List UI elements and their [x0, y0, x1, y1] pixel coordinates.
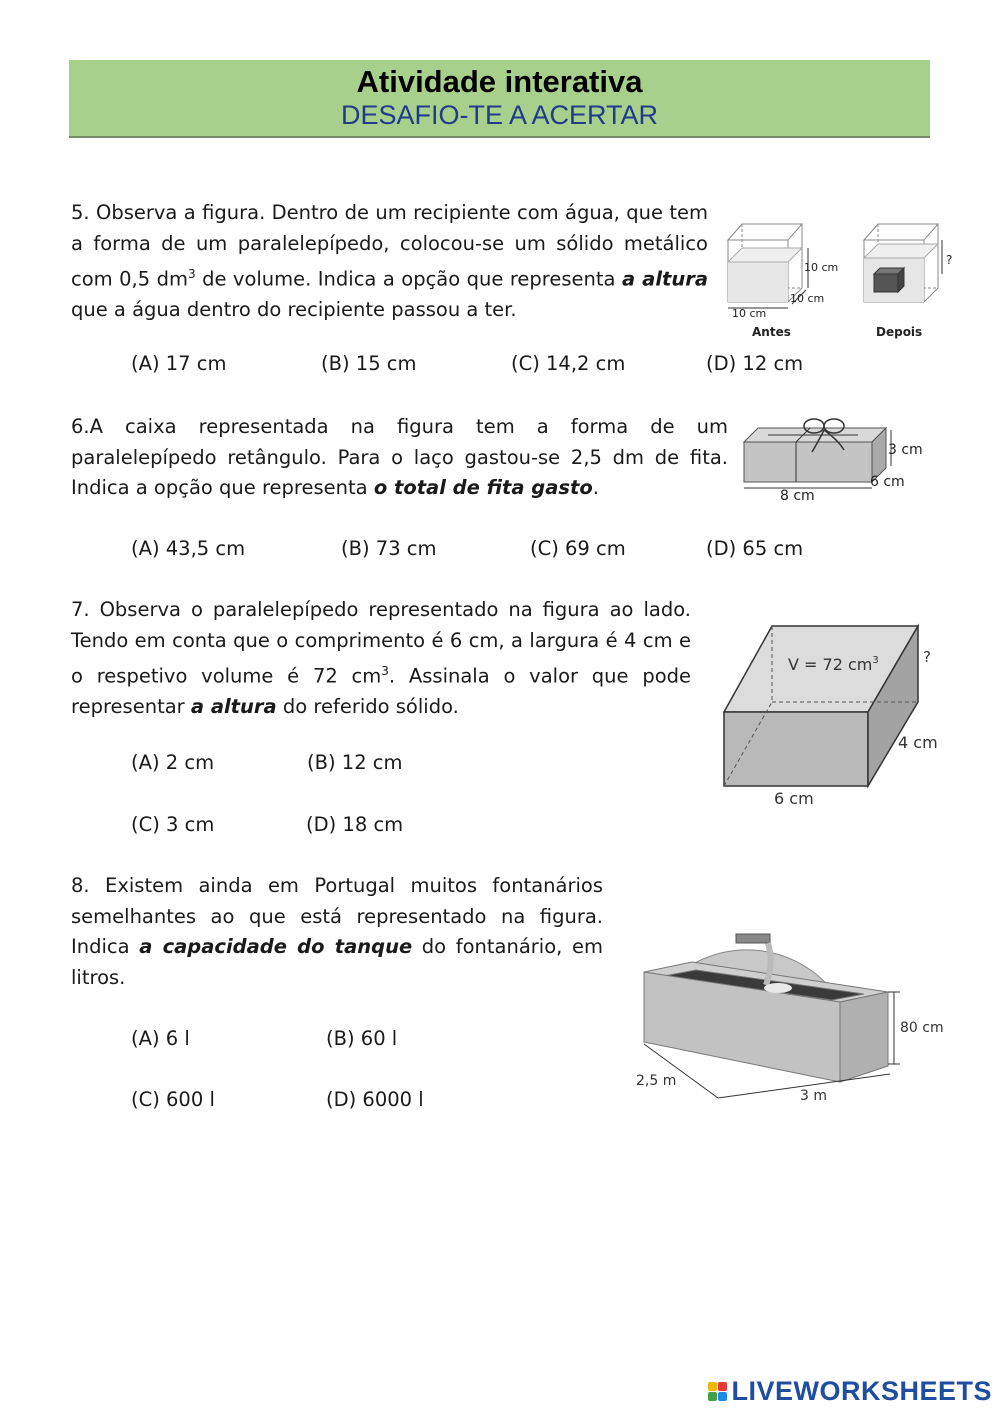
container-after-figure	[864, 224, 942, 302]
q7-option-d[interactable]: (D) 18 cm	[306, 813, 404, 836]
q5-fig-width-label: 10 cm	[732, 307, 767, 320]
page-subtitle: DESAFIO-TE A ACERTAR	[340, 100, 659, 130]
q7-fig-width-label: 4 cm	[898, 733, 938, 752]
question-5-figure	[718, 212, 958, 347]
q7-option-b[interactable]: (B) 12 cm	[307, 751, 403, 774]
q6-option-b[interactable]: (B) 73 cm	[341, 537, 437, 560]
question-6-figure	[738, 412, 938, 504]
question-5-emphasis: a altura	[621, 267, 708, 291]
q6-option-c[interactable]: (C) 69 cm	[530, 537, 626, 560]
page-title: Atividade interativa	[356, 64, 643, 99]
q5-fig-height-label: 10 cm	[804, 261, 839, 274]
q5-fig-unknown-label: ?	[946, 253, 953, 267]
q6-fig-height-label: 3 cm	[888, 442, 923, 458]
question-6-text: 6.A caixa representada na figura tem a forma de um paralelepípedo retângulo. Para o laço gastou-se 2,5 dm de fita. Indica a opção que representa o total de fita gasto.	[71, 415, 728, 499]
question-7-text: 7. Observa o paralelepípedo representado na figura ao lado. Tendo em conta que o comprimento é 6 cm, a largura é 4 cm e o respetivo volume é 72 $cm^3$. Assinala o valor que pode representar a altura do referido sólido.	[71, 598, 691, 718]
question-5-text: 5. Observa a figura. Dentro de um recipiente com água, que tem a forma de um paralelepípedo, colocou-se um sólido metálico com 0,5 $dm^3$ de volume. Indica a opção que representa a altura que a água dentro do recipiente passou a ter.	[71, 201, 708, 321]
gift-box	[744, 428, 886, 482]
q5-option-d[interactable]: (D) 12 cm	[706, 352, 804, 375]
q6-option-d[interactable]: (D) 65 cm	[706, 537, 804, 560]
prism-solid	[724, 626, 918, 786]
liveworksheets-brand: LIVEWORKSHEETS	[731, 1376, 992, 1406]
question-7-emphasis: a altura	[190, 695, 277, 718]
q7-fig-volume-label: V = 72 $cm^3$	[788, 655, 879, 674]
q7-option-a[interactable]: (A) 2 cm	[131, 751, 215, 774]
q5-fig-after-caption: Depois	[876, 325, 923, 339]
question-8-emphasis: a capacidade do tanque	[139, 935, 413, 958]
q5-fig-depth-label: 10 cm	[790, 292, 825, 305]
q8-option-a[interactable]: (A) 6 l	[131, 1027, 190, 1050]
q5-option-a[interactable]: (A) 17 cm	[131, 352, 227, 375]
q8-fig-height-label: 80 cm	[900, 1020, 944, 1036]
q5-option-b[interactable]: (B) 15 cm	[321, 352, 417, 375]
q8-option-c[interactable]: (C) 600 l	[131, 1088, 215, 1111]
q6-option-a[interactable]: (A) 43,5 cm	[131, 537, 246, 560]
question-6-emphasis: o total de fita gasto	[373, 476, 593, 499]
q5-option-c[interactable]: (C) 14,2 cm	[511, 352, 626, 375]
q8-option-d[interactable]: (D) 6000 l	[326, 1088, 424, 1111]
question-8-figure	[632, 892, 952, 1110]
q7-fig-unknown-label: ?	[923, 648, 931, 666]
question-8-text: 8. Existem ainda em Portugal muitos fontanários semelhantes ao que está representado na figura. Indica a capacidade do tanque do fontanário, em litros.	[71, 874, 603, 989]
q8-fig-width-label: 2,5 m	[636, 1073, 677, 1089]
q8-fig-length-label: 3 m	[800, 1088, 827, 1104]
q7-option-c[interactable]: (C) 3 cm	[131, 813, 215, 836]
liveworksheets-logo-icon	[708, 1382, 727, 1401]
q5-fig-before-caption: Antes	[752, 325, 791, 339]
title-banner	[69, 60, 930, 138]
q6-fig-length-label: 8 cm	[780, 488, 815, 504]
liveworksheets-footer	[708, 1376, 992, 1407]
q7-fig-length-label: 6 cm	[774, 789, 814, 808]
q8-option-b[interactable]: (B) 60 l	[326, 1027, 398, 1050]
q6-fig-depth-label: 6 cm	[870, 474, 905, 490]
question-7-figure	[716, 620, 948, 810]
